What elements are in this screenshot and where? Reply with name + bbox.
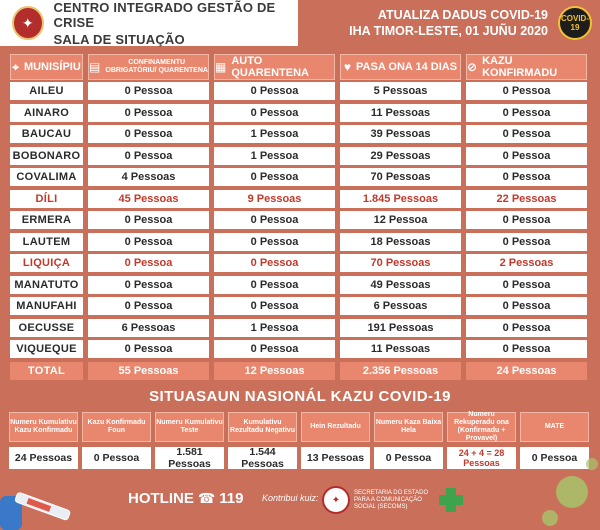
cell-auto: 0 Pessoa	[214, 168, 335, 186]
cell-conf: 0 Pessoa	[88, 233, 209, 251]
table-row	[0, 82, 600, 100]
column-header-municipio: ⌖ MUNISÍPIU	[10, 54, 83, 80]
header	[0, 0, 600, 46]
national-stat-label: Numeru Kaza Baixa Hela	[374, 412, 443, 442]
cell-kazu: 0 Pessoa	[466, 319, 587, 337]
national-stat-value: 13 Pessoas	[301, 447, 370, 469]
cell-muni: LIQUIÇA	[10, 254, 83, 272]
cell-conf: 0 Pessoa	[88, 254, 209, 272]
national-stat-value: 0 Pessoa	[520, 447, 589, 469]
cell-pasa: 11 Pessoas	[340, 104, 461, 122]
footer	[0, 478, 600, 530]
update-title: ATUALIZA DADUS COVID-19	[377, 8, 548, 22]
cell-auto: 0 Pessoa	[214, 233, 335, 251]
table-row	[0, 190, 600, 208]
cell-kazu: 2 Pessoas	[466, 254, 587, 272]
table-row	[0, 319, 600, 337]
header-subtitle: SALA DE SITUAÇÃO	[53, 31, 185, 47]
cell-muni: DÍLI	[10, 190, 83, 208]
cell-auto: 0 Pessoa	[214, 211, 335, 229]
table-row	[0, 297, 600, 315]
table-row	[0, 276, 600, 294]
table-row	[0, 340, 600, 358]
cell-auto: 0 Pessoa	[214, 297, 335, 315]
secretaria-text: SECRETARIA DO ESTADO PARA A COMUNICAÇÃO SOCIAL (SECOMS)	[354, 490, 429, 510]
cell-pasa: 12 Pessoa	[340, 211, 461, 229]
virus-block-icon: ⊘	[467, 60, 478, 74]
health-cross-icon	[436, 486, 466, 514]
cell-pasa: 70 Pessoas	[340, 254, 461, 272]
covid-badge-icon: COVID-19	[558, 6, 592, 40]
national-stat-label: Kumulativu Rezultadu Negativu	[228, 412, 297, 442]
cell-conf: 0 Pessoa	[88, 147, 209, 165]
national-title: SITUASAUN NASIONÁL KAZU COVID-19	[149, 388, 451, 405]
table-row	[0, 147, 600, 165]
cell-auto: 0 Pessoa	[214, 254, 335, 272]
cell-conf: 0 Pessoa	[88, 82, 209, 100]
cell-muni: MANUFAHI	[10, 297, 83, 315]
contribute-text: Kontribui kuiz:	[262, 493, 319, 503]
cell-kazu: 0 Pessoa	[466, 168, 587, 186]
cell-conf: 4 Pessoas	[88, 168, 209, 186]
cell-auto: 0 Pessoa	[214, 82, 335, 100]
table-row	[0, 211, 600, 229]
cell-auto: 0 Pessoa	[214, 104, 335, 122]
national-stat-label: Numeru Kumulativu Kazu Konfirmadu	[9, 412, 78, 442]
cell-pasa: 191 Pessoas	[340, 319, 461, 337]
cell-kazu: 24 Pessoas	[466, 362, 587, 380]
cell-pasa: 18 Pessoas	[340, 233, 461, 251]
cell-kazu: 0 Pessoa	[466, 211, 587, 229]
column-header-kazu-konfirmadu: ⊘ KAZU KONFIRMADU	[466, 54, 587, 80]
cell-pasa: 2.356 Pessoas	[340, 362, 461, 380]
cell-auto: 12 Pessoas	[214, 362, 335, 380]
cell-kazu: 0 Pessoa	[466, 233, 587, 251]
cell-conf: 0 Pessoa	[88, 125, 209, 143]
update-date: IHA TIMOR-LESTE, 01 JUÑU 2020	[349, 24, 548, 38]
cell-muni: LAUTEM	[10, 233, 83, 251]
cell-pasa: 29 Pessoas	[340, 147, 461, 165]
cell-kazu: 0 Pessoa	[466, 147, 587, 165]
national-stat-label: Kazu Konfirmadu Foun	[82, 412, 151, 442]
national-stat-value: 1.544 Pessoas	[228, 447, 297, 469]
cell-conf: 0 Pessoa	[88, 297, 209, 315]
table-row	[0, 254, 600, 272]
cell-conf: 0 Pessoa	[88, 104, 209, 122]
cell-pasa: 5 Pessoas	[340, 82, 461, 100]
column-header-confinamentu: ▤ CONFINAMENTU OBRIGATÓRIU/ QUARENTENA	[88, 54, 209, 80]
cell-conf: 0 Pessoa	[88, 340, 209, 358]
cell-muni: ERMERA	[10, 211, 83, 229]
table-row	[0, 104, 600, 122]
national-stat-value: 1.581 Pessoas	[155, 447, 224, 469]
cell-conf: 0 Pessoa	[88, 211, 209, 229]
clipboard-icon: ▤	[89, 60, 101, 74]
cell-conf: 55 Pessoas	[88, 362, 209, 380]
cell-conf: 0 Pessoa	[88, 276, 209, 294]
table-total-row	[0, 362, 600, 380]
national-stat-value: 0 Pessoa	[374, 447, 443, 469]
cell-auto: 9 Pessoas	[214, 190, 335, 208]
header-brand	[0, 0, 298, 46]
national-stat-value: 24 + 4 = 28 Pessoas	[447, 447, 516, 469]
cell-muni: MANATUTO	[10, 276, 83, 294]
header-update	[298, 0, 600, 46]
national-stat-label: Numeru Kumulativu Teste	[155, 412, 224, 442]
hand-heart-icon: ♥	[343, 60, 352, 74]
column-header-pasa-14-dias: ♥ PASA ONA 14 DIAS	[340, 54, 461, 80]
header-title: CENTRO INTEGRADO GESTÃO DE CRISE	[53, 0, 276, 30]
cell-conf: 45 Pessoas	[88, 190, 209, 208]
cell-muni: TOTAL	[10, 362, 83, 380]
timor-leste-emblem-icon: ✦	[12, 6, 44, 40]
table-row	[0, 233, 600, 251]
cell-muni: AINARO	[10, 104, 83, 122]
table-row	[0, 168, 600, 186]
cell-muni: COVALIMA	[10, 168, 83, 186]
cell-pasa: 6 Pessoas	[340, 297, 461, 315]
cell-pasa: 1.845 Pessoas	[340, 190, 461, 208]
calendar-icon: ▦	[215, 60, 227, 74]
cell-kazu: 0 Pessoa	[466, 125, 587, 143]
cell-muni: AILEU	[10, 82, 83, 100]
cell-kazu: 0 Pessoa	[466, 82, 587, 100]
national-stat-label: Numeru Rekuperadu ona (Konfirmadu + Provavel)	[447, 412, 516, 442]
hotline[interactable]: HOTLINE ☎ 119	[128, 490, 244, 507]
table-row	[0, 125, 600, 143]
cell-kazu: 0 Pessoa	[466, 340, 587, 358]
cell-muni: BOBONARO	[10, 147, 83, 165]
cell-kazu: 0 Pessoa	[466, 276, 587, 294]
virus-decoration-icon	[538, 452, 598, 528]
national-stat-label: MATE	[520, 412, 589, 442]
cell-muni: VIQUEQUE	[10, 340, 83, 358]
cell-auto: 1 Pessoa	[214, 125, 335, 143]
cell-pasa: 49 Pessoas	[340, 276, 461, 294]
phone-icon: ☎	[197, 490, 216, 506]
map-pin-icon: ⌖	[12, 59, 19, 74]
cell-kazu: 0 Pessoa	[466, 104, 587, 122]
cell-kazu: 0 Pessoa	[466, 297, 587, 315]
cell-pasa: 70 Pessoas	[340, 168, 461, 186]
cell-pasa: 11 Pessoas	[340, 340, 461, 358]
cell-muni: BAUCAU	[10, 125, 83, 143]
cell-auto: 1 Pessoa	[214, 147, 335, 165]
cell-auto: 0 Pessoa	[214, 276, 335, 294]
national-stat-value: 0 Pessoa	[82, 447, 151, 469]
cell-auto: 0 Pessoa	[214, 340, 335, 358]
column-header-auto-quarentena: ▦ AUTO QUARENTENA	[214, 54, 335, 80]
cell-kazu: 22 Pessoas	[466, 190, 587, 208]
cell-conf: 6 Pessoas	[88, 319, 209, 337]
cell-auto: 1 Pessoa	[214, 319, 335, 337]
cell-pasa: 39 Pessoas	[340, 125, 461, 143]
national-stat-value: 24 Pessoas	[9, 447, 78, 469]
national-stat-label: Hein Rezultadu	[301, 412, 370, 442]
secoms-seal-icon: ✦	[322, 486, 350, 514]
cell-muni: OECUSSE	[10, 319, 83, 337]
